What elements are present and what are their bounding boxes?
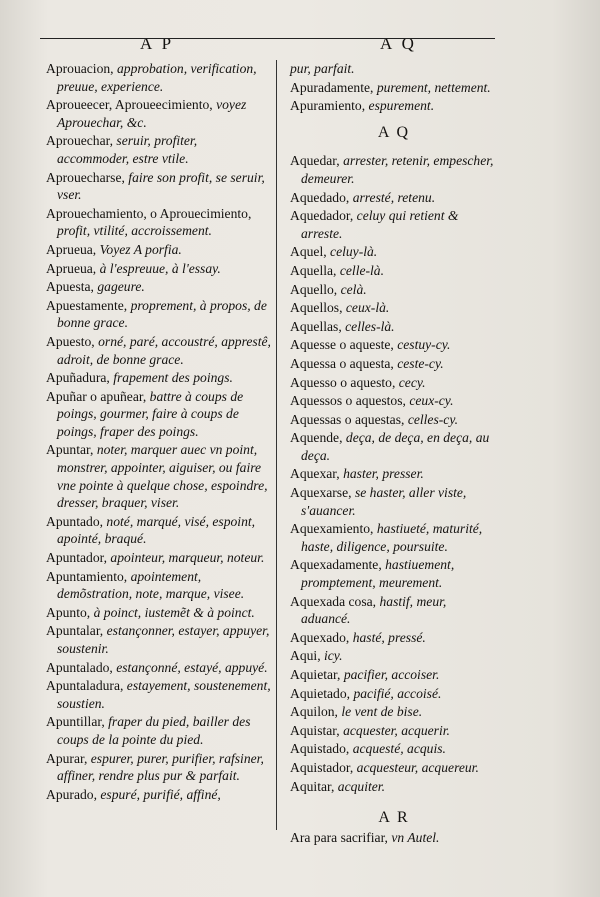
entry-headword: Apuntado, [46,513,104,529]
entry-headword: Aprouacion, [46,61,114,76]
entry-definition: faire son profit, se seruir, vser. [57,169,265,203]
entry-headword: Apuntillar, [46,714,105,730]
dictionary-entry [290,411,498,429]
entry-headword: Aquessas o aquestas, [290,411,405,427]
entry-headword: Aquella, [290,262,337,278]
dictionary-entry [46,441,272,511]
entry-headword: Aquessa o aquesta, [290,355,394,371]
entry-definition: cestuy-cy. [397,337,451,353]
entry-headword: Aquistador, [290,759,354,775]
entry-headword: Apuesto, [46,333,95,349]
dictionary-entry [290,666,498,684]
dictionary-entry [290,484,498,519]
dictionary-entry [290,647,498,665]
dictionary-entry [46,132,272,167]
dictionary-entry [290,79,498,97]
entry-headword: Apuesta, [46,279,94,295]
entry-definition: apointeur, marqueur, noteur. [110,550,265,566]
entry-definition: frapement des poings. [113,370,233,386]
entry-definition: à l'espreuue, à l'essay. [99,260,221,276]
entry-definition: acquesteur, acquereur. [356,759,479,775]
entry-headword: Aquexada cosa, [290,593,377,609]
dictionary-entry [290,243,498,261]
dictionary-entry [290,759,498,777]
entry-definition: arresté, retenu. [352,189,436,205]
section-heading-ar: A R [378,809,410,827]
entry-headword: Aquellos, [290,300,343,316]
dictionary-entry [290,629,498,647]
dictionary-entry [290,262,498,280]
entry-headword: Apuñadura, [46,370,110,386]
dictionary-entry [46,388,272,441]
entry-definition: vn Autel. [391,829,440,845]
entry-definition: cecy. [398,374,426,390]
entry-headword: Aquexarse, [290,485,352,501]
entry-definition: estayement, soustenement, soustien. [57,678,271,711]
dictionary-entry [290,374,498,392]
entry-headword: Apuramiento, [290,98,366,114]
entry-definition: icy. [324,648,343,664]
entry-headword: Apuntalado, [46,659,113,675]
entry-headword: Aquexadamente, [290,557,382,573]
dictionary-entry [46,713,272,748]
entry-headword: Apuntar, [46,442,94,458]
entry-definition: acquesté, acquis. [352,741,446,757]
entry-definition: pur, parfait. [290,61,355,76]
entry-definition: acquiter. [337,778,385,794]
dictionary-entry [290,152,498,187]
entry-definition: à poinct, iustemẽt & à poinct. [93,604,255,620]
entry-headword: Aquexar, [290,466,340,482]
entry-headword: Aquessos o aquestos, [290,393,406,409]
entry-definition: haster, presser. [343,466,424,482]
dictionary-entry [290,60,498,78]
dictionary-entry [46,604,272,622]
entry-headword: Apunto, [46,604,91,620]
entry-definition: ceste-cy. [397,355,444,371]
entry-definition: hastif, meur, aduancé. [301,593,447,627]
entry-headword: Aquedador, [290,208,354,224]
entry-headword: Aquistar, [290,722,340,738]
dictionary-entry [290,778,498,796]
dictionary-entry [46,568,272,603]
running-head-right: A Q [380,34,417,53]
dictionary-entry [46,786,272,804]
entry-headword: Apurar, [46,750,88,766]
dictionary-entry [46,369,272,387]
entry-definition: profit, vtilité, accroissement. [57,223,212,239]
dictionary-entry [290,392,498,410]
entry-headword: Aquende, [290,430,343,446]
entry-headword: Apuntaladura, [46,678,124,694]
dictionary-entry [46,659,272,677]
dictionary-entry [290,465,498,483]
dictionary-entry [46,169,272,204]
entry-definition: ceux-là. [345,300,390,316]
entry-definition: hasté, pressé. [352,629,426,645]
entry-definition: proprement, à propos, de bonne grace. [57,297,267,331]
entry-definition: gageure. [97,279,145,295]
dictionary-entry [290,740,498,758]
entry-definition: noté, marqué, visé, espoint, apointé, braqué. [57,513,256,547]
entry-headword: Aprueua, [46,260,97,276]
entry-headword: Aquietar, [290,667,341,682]
header-rule [40,38,495,39]
entry-headword: Aquesso o aquesto, [290,374,396,390]
entry-definition: celà. [340,281,367,297]
entry-definition: voyez Aprouechar, &c. [57,97,247,130]
entry-headword: Ara para sacrifiar, [290,829,388,845]
entry-definition: espurer, purer, purifier, rafsiner, affiner, rendre plus pur & parfait. [57,750,264,784]
entry-definition: pacifier, accoiser. [343,667,440,682]
dictionary-entry [290,318,498,336]
running-head-left: A P [140,34,175,53]
dictionary-entry [290,299,498,317]
entry-headword: Aprouechar, [46,133,114,149]
dictionary-entry [46,297,272,332]
dictionary-entry [46,96,272,131]
dictionary-entry [290,281,498,299]
entry-definition: purement, nettement. [376,79,491,95]
entry-headword: Apuntalar, [46,623,104,639]
entry-definition: estançonné, estayé, appuyé. [116,659,268,675]
dictionary-entry [46,549,272,567]
entry-headword: Apuradamente, [290,79,374,95]
dictionary-entry [290,703,498,721]
entry-headword: Aquietado, [290,685,351,701]
section-heading-aq: A Q [377,123,411,141]
dictionary-entry [290,97,498,115]
column-divider [276,60,277,830]
entry-headword: Aquel, [290,244,327,260]
entry-definition: hastiuement, promptement, meurement. [301,557,455,591]
entry-headword: Apuntamiento, [46,568,128,584]
entry-definition: noter, marquer auec vn point, monstrer, appointer, aiguiser, ou faire vne pointe à quelque chose, espoindre, dresser, braquer, viser. [57,442,268,511]
entry-definition: hastiueté, maturité, haste, diligence, poursuite. [301,521,483,554]
entry-definition: arrester, retenir, empescher, demeurer. [301,153,494,186]
entry-definition: Voyez A porfia. [99,241,182,257]
entry-definition: approbation, verification, preuue, experience. [57,61,257,94]
dictionary-entry [290,520,498,555]
dictionary-entry [46,260,272,278]
dictionary-entry [290,189,498,207]
entry-definition: celles-cy. [407,411,458,427]
entry-headword: Apuñar o apuñear, [46,388,147,404]
entry-definition: espurement. [368,98,435,114]
entry-headword: Aquexado, [290,629,350,645]
entry-headword: Apuntador, [46,550,107,566]
dictionary-entry [290,722,498,740]
entry-definition: fraper du pied, bailler des coups de la pointe du pied. [57,714,251,747]
entry-definition: espuré, purifié, affiné, [100,786,221,802]
entry-headword: Aquellas, [290,318,342,334]
dictionary-entry [290,207,498,242]
dictionary-entry [290,429,498,464]
entry-headword: Aprueua, [46,241,97,257]
entry-definition: celles-là. [345,318,395,334]
entry-definition: celle-là. [339,262,384,278]
entry-headword: Aprouechamiento, o Aprouecimiento, [46,205,252,221]
right-column [290,60,498,847]
dictionary-entry [290,355,498,373]
entry-headword: Aquitar, [290,778,335,794]
dictionary-entry [46,60,272,95]
dictionary-entry [46,205,272,240]
dictionary-entry [46,677,272,712]
dictionary-entry [46,513,272,548]
entry-definition: orné, paré, accoustré, apprestê, adroit, de bonne grace. [57,333,271,367]
dictionary-entry [290,336,498,354]
dictionary-entry [290,593,498,628]
entry-headword: Aquexamiento, [290,521,374,537]
entry-definition: seruir, profiter, accommoder, estre vtile. [57,133,198,166]
dictionary-entry [46,622,272,657]
dictionary-entry [46,241,272,259]
entry-headword: Aqui, [290,648,321,664]
entry-headword: Aprouecharse, [46,169,125,185]
left-column [46,60,272,804]
dictionary-entry [290,685,498,703]
entry-headword: Aquesse o aqueste, [290,337,394,353]
entry-headword: Aquello, [290,281,338,297]
entry-definition: acquester, acquerir. [343,722,450,738]
dictionary-entry [46,278,272,296]
entry-definition: deça, de deça, en deça, au deça. [301,430,490,463]
entry-definition: battre à coups de poings, gourmer, faire à coups de poings, fraper des poings. [57,388,244,439]
entry-definition: apointement, demõstration, note, marque, visee. [57,568,245,602]
entry-definition: celuy qui retient & arreste. [301,208,459,241]
dictionary-entry [46,750,272,785]
entry-definition: pacifié, accoisé. [353,685,442,701]
entry-headword: Aquedar, [290,153,340,169]
entry-headword: Apurado, [46,786,97,802]
entry-headword: Aquedado, [290,189,350,205]
entry-headword: Aquistado, [290,741,350,757]
entry-definition: le vent de bise. [341,704,423,720]
entry-definition: se haster, aller viste, s'auancer. [301,485,467,518]
entry-headword: Aquilon, [290,704,338,720]
dictionary-entry [290,829,498,847]
entry-definition: ceux-cy. [409,393,454,409]
dictionary-entry [290,556,498,591]
entry-definition: estançonner, estayer, appuyer, soustenir. [57,623,270,656]
dictionary-entry [46,333,272,368]
entry-headword: Apuestamente, [46,297,128,313]
entry-headword: Aproueecer, Aproueecimiento, [46,97,213,113]
entry-definition: celuy-là. [330,244,378,260]
